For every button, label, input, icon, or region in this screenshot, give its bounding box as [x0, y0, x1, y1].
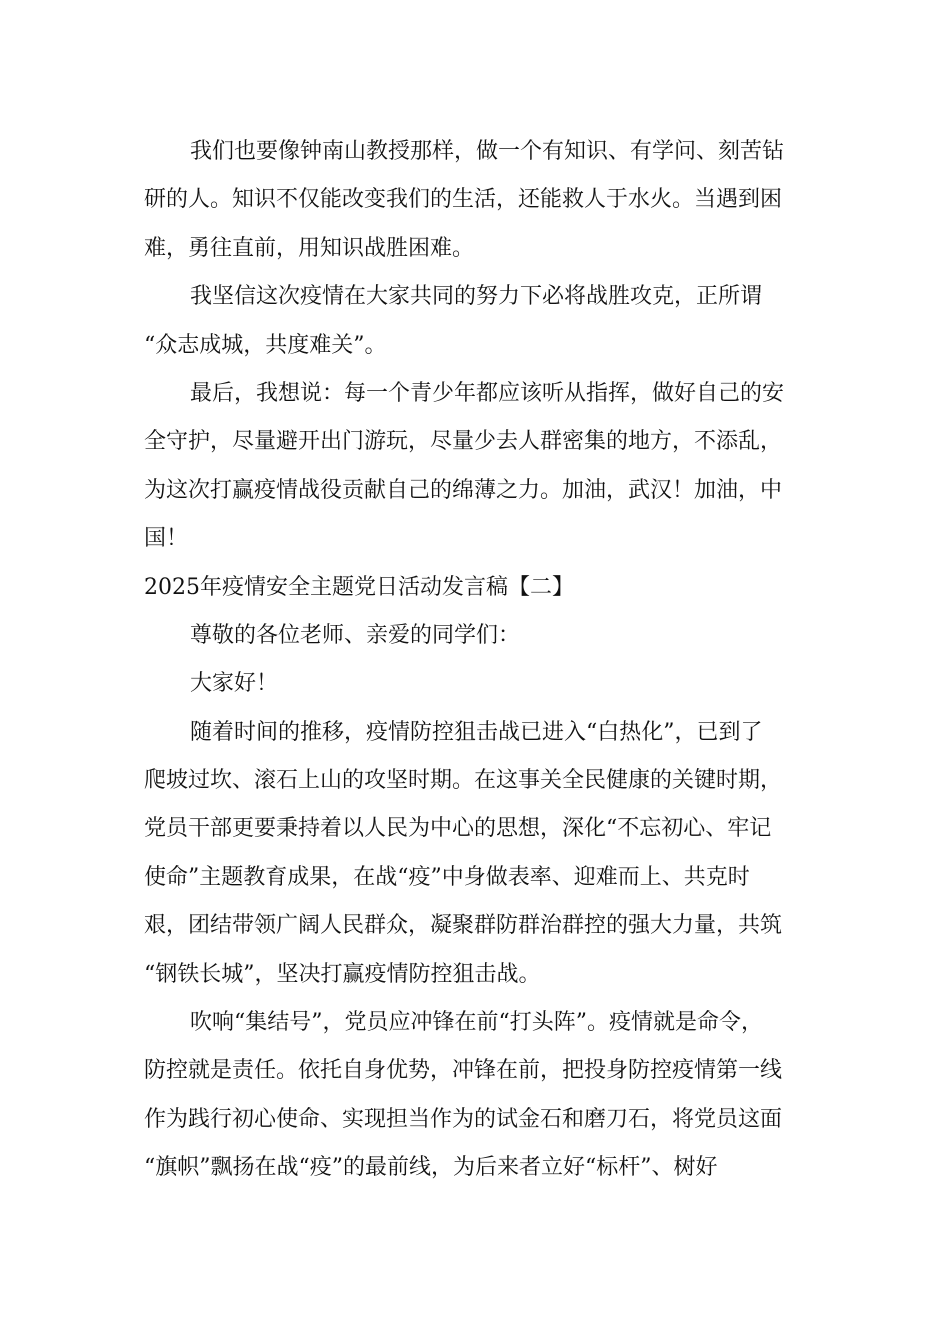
paragraph-line: 艰，团结带领广阔人民群众，凝聚群防群治群控的强大力量，共筑: [144, 913, 783, 939]
paragraph-line: 爬坡过坎、滚石上山的攻坚时期。在这事关全民健康的关键时期，: [144, 768, 783, 794]
paragraph-line: “众志成城，共度难关”。: [144, 332, 387, 358]
greeting: 大家好！: [190, 671, 279, 697]
paragraph-line: 我坚信这次疫情在大家共同的努力下必将战胜攻克，正所谓: [190, 284, 763, 310]
paragraph-line: 研的人。知识不仅能改变我们的生活，还能救人于水火。当遇到困: [144, 187, 783, 213]
paragraph-line: 党员干部更要秉持着以人民为中心的思想，深化“不忘初心、牢记: [144, 816, 772, 842]
paragraph-line: 防控就是责任。依托自身优势，冲锋在前，把投身防控疫情第一线: [144, 1058, 783, 1084]
section-heading: 2025年疫情安全主题党日活动发言稿【二】: [144, 574, 574, 600]
paragraph-line: 国！: [144, 526, 189, 552]
paragraph-line: 我们也要像钟南山教授那样，做一个有知识、有学问、刻苦钻: [190, 139, 785, 164]
paragraph-line: 作为践行初心使命、实现担当作为的试金石和磨刀石，将党员这面: [144, 1106, 783, 1132]
paragraph-line: “钢铁长城”，坚决打赢疫情防控狙击战。: [144, 961, 541, 987]
paragraph-line: 吹响“集结号”，党员应冲锋在前“打头阵”。疫情就是命令，: [190, 1010, 763, 1036]
paragraph-line: 难，勇往直前，用知识战胜困难。: [144, 235, 475, 261]
paragraph-line: 最后，我想说：每一个青少年都应该听从指挥，做好自己的安: [190, 380, 785, 406]
paragraph-line: 全守护，尽量避开出门游玩，尽量少去人群密集的地方，不添乱，: [144, 429, 783, 455]
paragraph-line: “旗帜”飘扬在战“疫”的最前线，为后来者立好“标杆”、树好: [144, 1155, 718, 1181]
paragraph-line: 使命”主题教育成果，在战“疫”中身做表率、迎难而上、共克时: [144, 864, 750, 890]
paragraph-line: 随着时间的推移，疫情防控狙击战已进入“白热化”，已到了: [190, 719, 763, 745]
paragraph-line: 为这次打赢疫情战役贡献自己的绵薄之力。加油，武汉！加油，中: [144, 477, 783, 503]
salutation: 尊敬的各位老师、亲爱的同学们：: [190, 622, 521, 648]
document-body: [144, 128, 834, 1193]
